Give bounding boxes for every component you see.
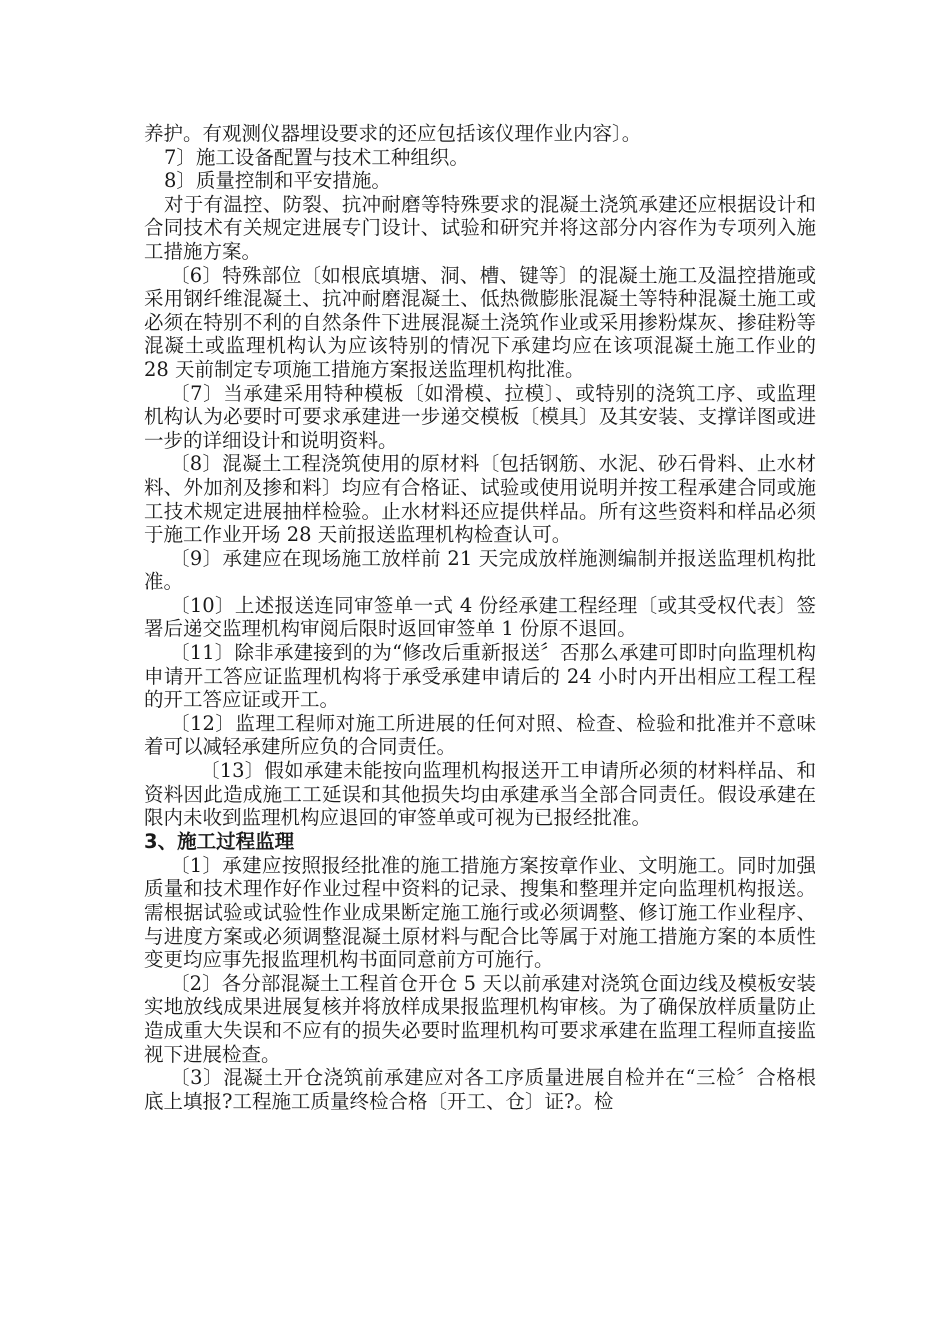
- paragraph-process-3: 〔3〕混凝土开仓浇筑前承建应对各工序质量进展自检并在“三检〞合格根底上填报?工程施工质量终检合格〔开工、仓〕证?。检: [144, 1066, 816, 1113]
- paragraph-curing-continuation: 养护。有观测仪器埋设要求的还应包括该仪理作业内容〕。: [144, 122, 642, 145]
- paragraph-6: 〔6〕特殊部位〔如根底填塘、洞、槽、键等〕的混凝土施工及温控措施或采用钢纤维混凝土、抗冲耐磨混凝土、低热微膨胀混凝土等特种混凝土施工或必须在特别不利的自然条件下进展混凝土浇筑作业或采用掺粉煤灰、掺硅粉等混凝土或监理机构认为应该特别的情况下承建均应在该项混凝土施工作业的 28 天前制定专项施工措施方案报送监理机构批准。: [144, 263, 816, 381]
- paragraph-9: 〔9〕承建应在现场施工放样前 21 天完成放样施测编制并报送监理机构批准。: [144, 546, 816, 594]
- paragraph-item-8: 8〕质量控制和平安措施。: [164, 169, 391, 193]
- paragraph-10: 〔10〕上述报送连同审签单一式 4 份经承建工程经理〔或其受权代表〕签署后递交监理机构审阅后限时返回审签单 1 份原不退回。: [144, 593, 816, 641]
- paragraph-8: 〔8〕混凝土工程浇筑使用的原材料〔包括钢筋、水泥、砂石骨料、止水材料、外加剂及掺和料〕均应有合格证、试验或使用说明并按工程承建合同或施工技术规定进展抽样检验。止水材料还应提供样品。所有这些资料和样品必须于施工作业开场 28 天前报送监理机构检查认可。: [144, 452, 816, 547]
- paragraph-process-1: 〔1〕承建应按照报经批准的施工措施方案按章作业、文明施工。同时加强质量和技术理作好作业过程中资料的记录、搜集和整理并定向监理机构报送。需根据试验或试验性作业成果断定施工施行或必须调整、修订施工作业程序、与进度方案或必须调整混凝土原材料与配合比等属于对施工措施方案的本质性变更均应事先报监理机构书面同意前方可施行。: [144, 853, 816, 972]
- section-heading: 3、施工过程监理: [144, 829, 295, 853]
- paragraph-11: 〔11〕除非承建接到的为“修改后重新报送〞否那么承建可即时向监理机构申请开工答应证监理机构将于承受承建申请后的 24 小时内开出相应工程工程的开工答应证或开工。: [144, 641, 816, 712]
- document-body: [144, 122, 816, 1113]
- paragraph-process-2: 〔2〕各分部混凝土工程首仓开仓 5 天以前承建对浇筑仓面边线及模板安装实地放线成果进展复核并将放样成果报监理机构审核。为了确保放样质量防止造成重大失误和不应有的损失必要时监理机构可要求承建在监理工程师直接监视下进展检查。: [144, 971, 816, 1066]
- paragraph-item-7: 7〕施工设备配置与技术工种组织。: [164, 145, 469, 169]
- paragraph-special-requirements: 对于有温控、防裂、抗冲耐磨等特殊要求的混凝土浇筑承建还应根据设计和合同技术有关规定进展专门设计、试验和研究并将这部分内容作为专项列入施工措施方案。: [144, 192, 816, 263]
- paragraph-13: 〔13〕假如承建未能按向监理机构报送开工申请所必须的材料样品、和资料因此造成施工工延误和其他损失均由承建承当全部合同责任。假设承建在限内未收到监理机构应退回的审签单或可视为已报经批准。: [144, 759, 816, 830]
- paragraph-12: 〔12〕监理工程师对施工所进展的任何对照、检查、检验和批准并不意味着可以减轻承建所应负的合同责任。: [144, 711, 816, 759]
- paragraph-7: 〔7〕当承建采用特种模板〔如滑模、拉模〕、或特别的浇筑工序、或监理机构认为必要时可要求承建进一步递交模板〔模具〕及其安装、支撑详图或进一步的详细设计和说明资料。: [144, 381, 816, 452]
